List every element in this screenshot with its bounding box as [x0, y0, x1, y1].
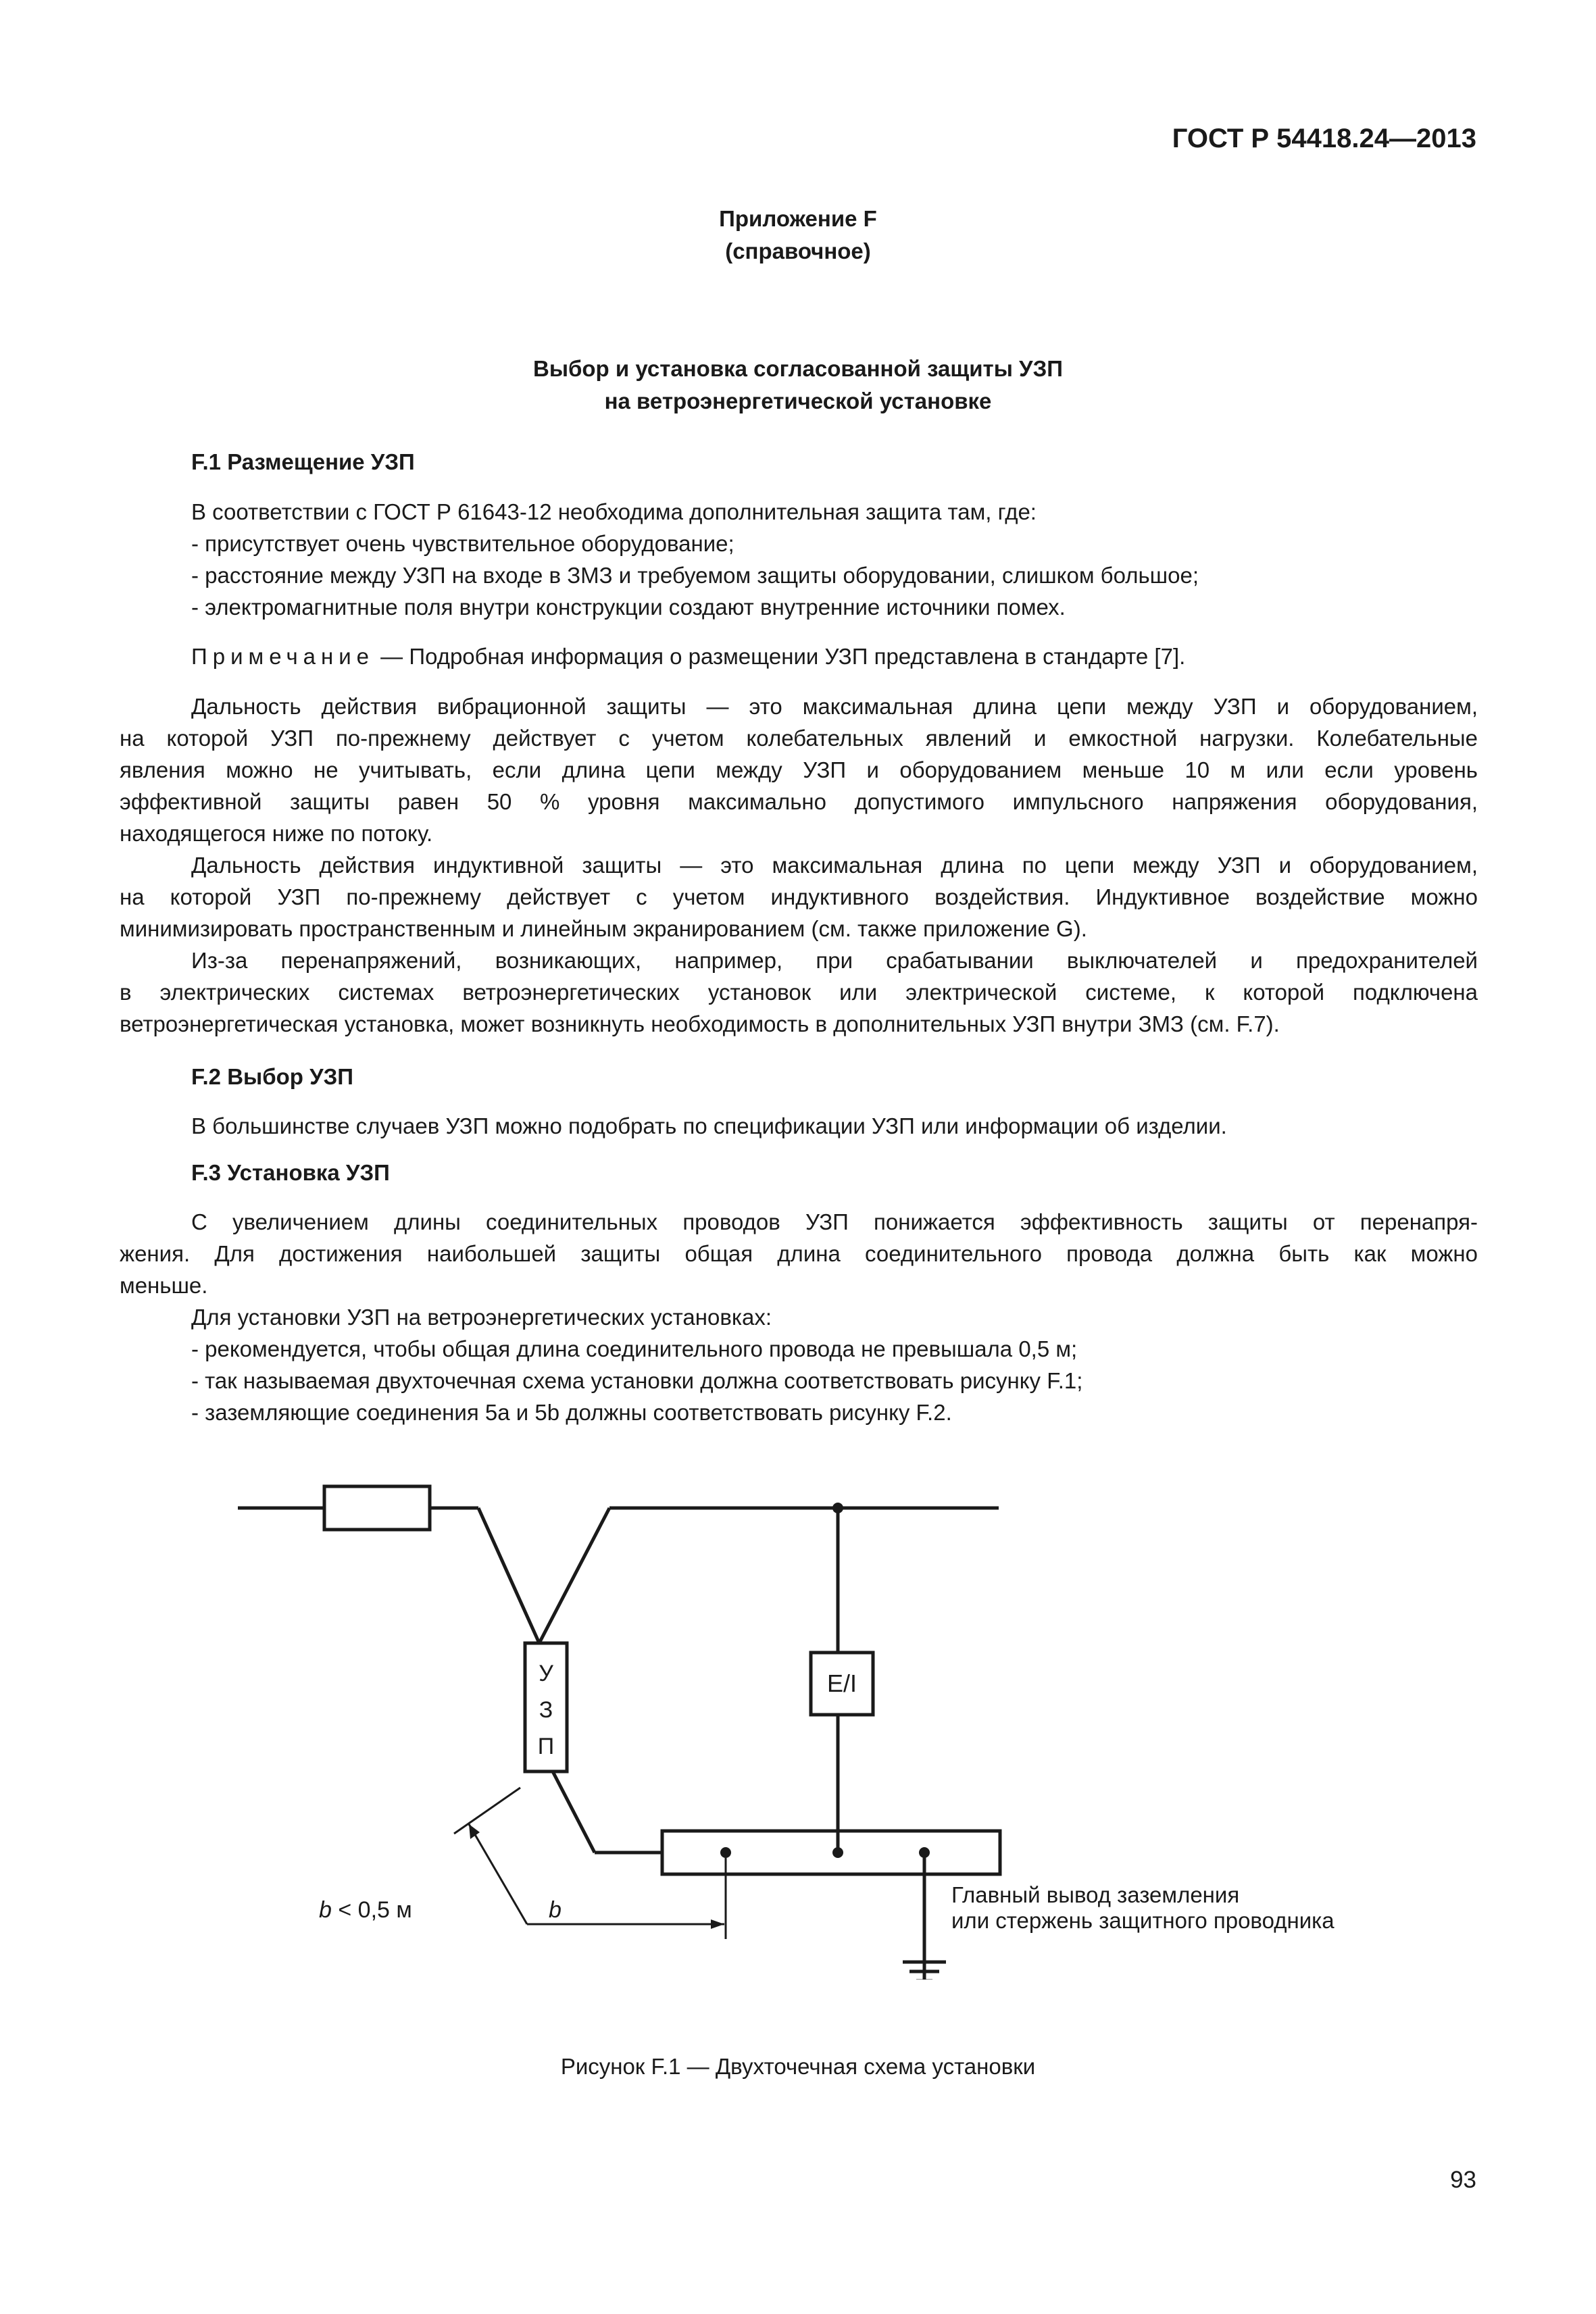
paragraph-line: Дальность действия вибрационной защиты — это максимальная длина цепи между УЗП и оборудованием,	[191, 694, 1478, 719]
figure-caption: Рисунок F.1 — Двухточечная схема установки	[560, 2054, 1036, 2079]
dimension-leader	[469, 1824, 527, 1924]
annex-title: Приложение F	[719, 206, 877, 231]
junction-dot	[919, 1847, 930, 1858]
junction-dot	[832, 1503, 843, 1513]
ground-terminal-label: или стержень защитного проводника	[951, 1908, 1335, 1933]
standard-number: ГОСТ Р 54418.24—2013	[1172, 124, 1476, 153]
f3-intro: Для установки УЗП на ветроэнергетических установках:	[191, 1305, 772, 1330]
paragraph-line: явления можно не учитывать, если длина цепи между УЗП и оборудованием меньше 10 м или если уровень	[120, 757, 1478, 782]
ground-terminal-label: Главный вывод заземления	[951, 1882, 1240, 1907]
paragraph-line: меньше.	[120, 1273, 208, 1298]
f1-item: - электромагнитные поля внутри конструкции создают внутренние источники помех.	[191, 595, 1066, 620]
spd-right-wire	[539, 1508, 609, 1643]
junction-dot	[832, 1847, 843, 1858]
f1-paragraph-1	[120, 690, 1478, 1040]
length-condition-var: b	[319, 1897, 332, 1923]
paragraph-line: Дальность действия индуктивной защиты — это максимальная длина по цепи между УЗП и оборудованием,	[191, 853, 1478, 878]
figure-f1	[203, 1466, 1419, 1980]
f1-list-block	[120, 496, 1478, 623]
length-condition-rest: < 0,5 м	[331, 1897, 412, 1923]
page-number: 93	[1450, 2167, 1476, 2193]
paragraph-line: С увеличением длины соединительных проводов УЗП понижается эффективность защиты от перенапря-	[191, 1209, 1478, 1234]
f1-heading: F.1 Размещение УЗП	[191, 449, 415, 474]
f3-text-block	[120, 1206, 1478, 1428]
paragraph-line: эффективной защиты равен 50 % уровня максимально допустимого импульсного напряжения оборудования,	[120, 789, 1478, 814]
note-label: Примечание	[191, 644, 375, 669]
annex-heading	[0, 203, 1596, 268]
grounding-bar	[662, 1831, 1000, 1874]
dimension-arrow-icon	[469, 1824, 480, 1839]
length-condition	[319, 1897, 412, 1923]
paragraph-line: минимизировать пространственным и линейным экранированием (см. также приложение G).	[120, 916, 1087, 941]
annex-type: (справочное)	[725, 238, 871, 263]
junction-dot	[720, 1847, 731, 1858]
section-title	[0, 353, 1596, 418]
two-point-installation-diagram	[203, 1466, 1419, 1980]
paragraph-line: ветроэнергетическая установка, может возникнуть необходимость в дополнительных УЗП внутри ЗМЗ (см. F.7).	[120, 1011, 1280, 1036]
section-title-line1: Выбор и установка согласованной защиты УЗП	[533, 356, 1063, 381]
paragraph-line: находящегося ниже по потоку.	[120, 821, 433, 846]
spd-letter: З	[539, 1697, 553, 1723]
f3-heading: F.3 Установка УЗП	[191, 1160, 390, 1185]
paragraph-line: жения. Для достижения наибольшей защиты общая длина соединительного провода должна быть как можно	[120, 1241, 1478, 1266]
spd-left-wire	[478, 1508, 539, 1643]
f2-heading: F.2 Выбор УЗП	[191, 1064, 353, 1089]
f2-text: В большинстве случаев УЗП можно подобрать по спецификации УЗП или информации об изделии.	[191, 1113, 1227, 1138]
spd-ground-wire	[553, 1771, 595, 1853]
equipment-label: E/I	[826, 1669, 857, 1697]
note-text: — Подробная информация о размещении УЗП представлена в стандарте [7].	[374, 644, 1186, 669]
f1-intro: В соответствии с ГОСТ Р 61643-12 необходима дополнительная защита там, где:	[191, 499, 1037, 524]
section-title-line2: на ветроэнергетической установке	[604, 388, 992, 413]
f1-note	[120, 640, 1478, 672]
spd-letter: П	[537, 1734, 555, 1759]
paragraph-line: Из-за перенапряжений, возникающих, например, при срабатывании выключателей и предохранителей	[191, 948, 1478, 973]
f1-item: - расстояние между УЗП на входе в ЗМЗ и требуемом защиты оборудовании, слишком большое;	[191, 563, 1199, 588]
fuse-symbol	[324, 1486, 430, 1530]
f2-text-block	[120, 1110, 1478, 1142]
dimension-label: b	[549, 1897, 562, 1923]
f3-item: - рекомендуется, чтобы общая длина соединительного провода не превышала 0,5 м;	[191, 1336, 1078, 1361]
spd-letter: У	[539, 1661, 553, 1686]
f3-item: - так называемая двухточечная схема установки должна соответствовать рисунку F.1;	[191, 1368, 1083, 1393]
paragraph-line: в электрических системах ветроэнергетических установок или электрической системе, к которой подключена	[120, 980, 1478, 1005]
dimension-start-tick	[454, 1788, 520, 1834]
dimension-arrow-icon	[711, 1919, 724, 1929]
f3-item: - заземляющие соединения 5a и 5b должны соответствовать рисунку F.2.	[191, 1400, 952, 1425]
f1-item: - присутствует очень чувствительное оборудование;	[191, 531, 734, 556]
paragraph-line: на которой УЗП по-прежнему действует с учетом колебательных явлений и емкостной нагрузки. Колебательные	[120, 726, 1478, 751]
paragraph-line: на которой УЗП по-прежнему действует с учетом индуктивного воздействия. Индуктивное воздействие можно	[120, 884, 1478, 909]
